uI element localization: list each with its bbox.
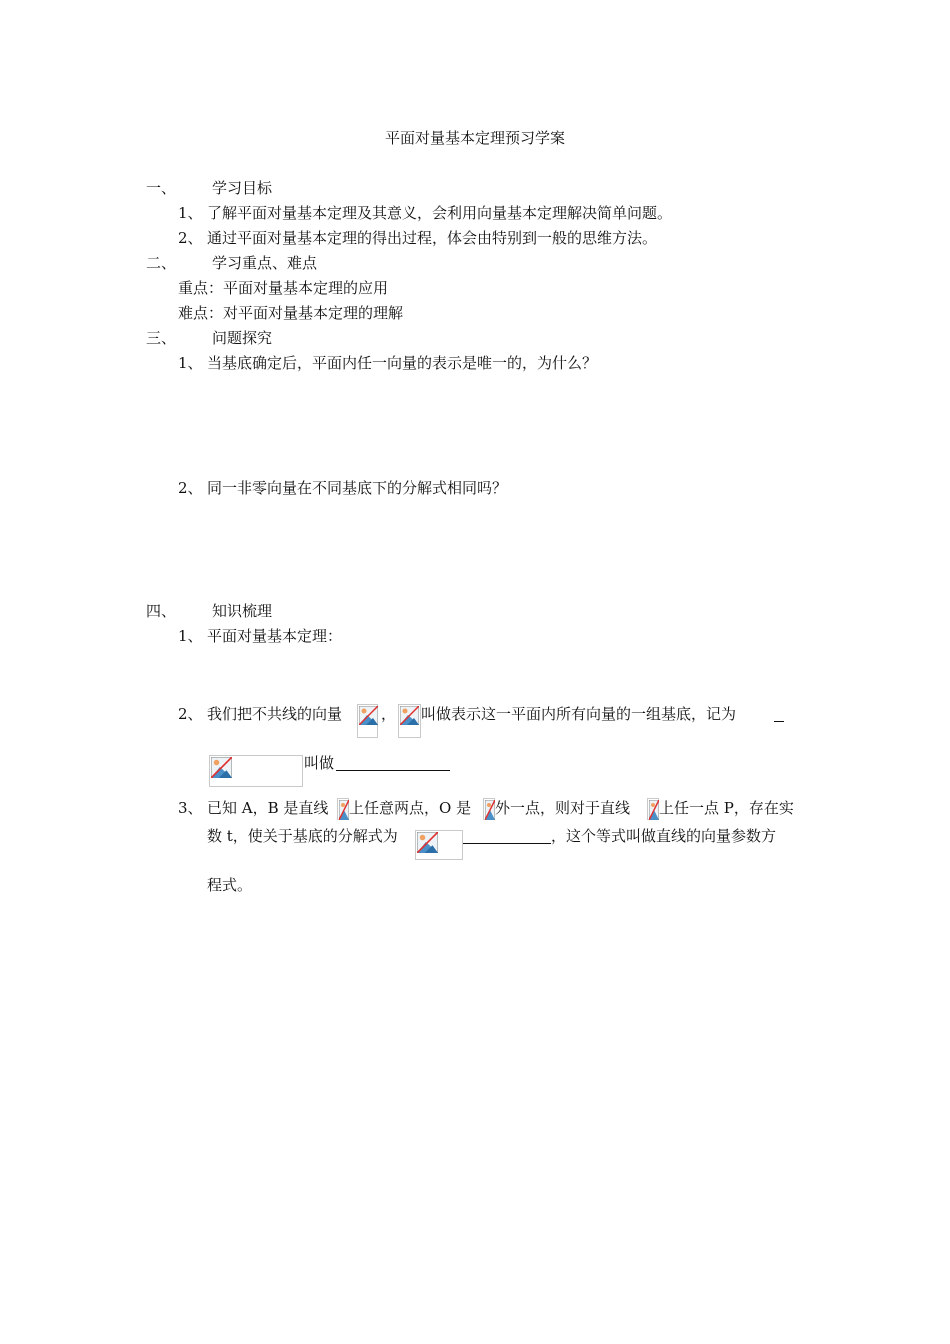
- section-heading: 问题探究: [212, 329, 273, 347]
- knowledge-number: 1、: [178, 627, 203, 645]
- goal-number: 2、: [178, 229, 203, 247]
- knowledge-text: 叫做: [304, 754, 335, 772]
- goal-number: 1、: [178, 204, 203, 222]
- knowledge-text: 平面对量基本定理：: [207, 627, 343, 645]
- key-point-text: 重点：平面对量基本定理的应用: [178, 279, 389, 297]
- knowledge-text: 已知 A，B 是直线: [207, 799, 329, 817]
- comma-text: ，: [381, 705, 397, 723]
- section-heading: 学习目标: [212, 179, 273, 197]
- section-heading: 知识梳理: [212, 602, 273, 620]
- broken-image-icon: [337, 798, 349, 820]
- question-text: 同一非零向量在不同基底下的分解式相同吗？: [207, 479, 508, 497]
- broken-image-icon: [483, 798, 495, 820]
- knowledge-number: 3、: [178, 799, 203, 817]
- section-number: 一、: [146, 179, 177, 197]
- knowledge-text: 叫做表示这一平面内所有向量的一组基底，记为: [421, 705, 737, 723]
- knowledge-number: 2、: [178, 705, 203, 723]
- section-number: 三、: [146, 329, 177, 347]
- section-number: 二、: [146, 254, 177, 272]
- knowledge-text: 上任意两点，O 是: [349, 799, 472, 817]
- knowledge-text: 上任一点 P，存在实: [659, 799, 794, 817]
- broken-image-icon: [398, 704, 421, 738]
- broken-image-icon: [357, 704, 378, 738]
- knowledge-text: 我们把不共线的向量: [207, 705, 343, 723]
- knowledge-text: 外一点，则对于直线: [495, 799, 631, 817]
- blank-line: [463, 826, 551, 849]
- blank-line: [774, 704, 784, 727]
- difficulty-text: 难点：对平面对量基本定理的理解: [178, 304, 404, 322]
- blank-line: [336, 753, 450, 776]
- question-number: 1、: [178, 354, 203, 372]
- broken-image-icon: [209, 755, 303, 787]
- knowledge-text: 程式。: [207, 876, 253, 894]
- question-number: 2、: [178, 479, 203, 497]
- section-heading: 学习重点、难点: [212, 254, 318, 272]
- broken-image-icon: [415, 830, 463, 860]
- goal-text: 了解平面对量基本定理及其意义，会利用向量基本定理解决简单问题。: [207, 204, 673, 222]
- question-text: 当基底确定后，平面内任一向量的表示是唯一的，为什么？: [207, 354, 598, 372]
- knowledge-text: 数 t，使关于基底的分解式为: [207, 827, 398, 845]
- goal-text: 通过平面对量基本定理的得出过程，体会由特别到一般的思维方法。: [207, 229, 658, 247]
- broken-image-icon: [647, 798, 659, 820]
- page-title: 平面对量基本定理预习学案: [384, 129, 565, 147]
- knowledge-text: ，这个等式叫做直线的向量参数方: [551, 827, 777, 845]
- section-number: 四、: [146, 602, 177, 620]
